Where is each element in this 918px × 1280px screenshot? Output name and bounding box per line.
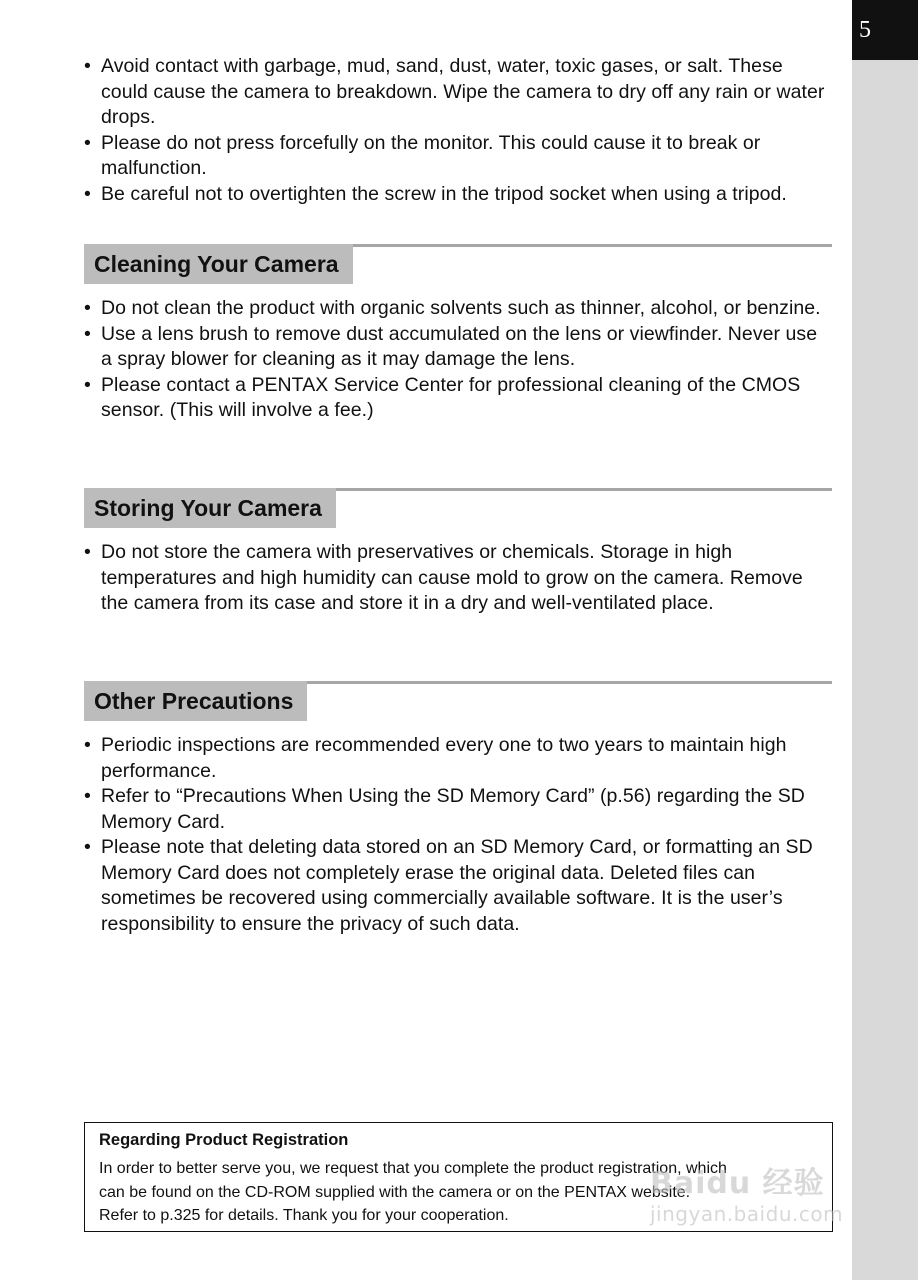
- section-title: Storing Your Camera: [84, 488, 336, 528]
- list-item: • Please do not press forcefully on the monitor. This could cause it to break or malfunction.: [84, 131, 832, 182]
- notice-title: Regarding Product Registration: [99, 1131, 349, 1149]
- section-title: Other Precautions: [84, 681, 307, 721]
- storing-bullet-list: [84, 540, 832, 617]
- section-other-precautions: [84, 681, 832, 937]
- page-number: 5: [852, 0, 918, 60]
- section-header: [84, 488, 832, 528]
- list-item: • Periodic inspections are recommended every one to two years to maintain high performance.: [84, 733, 832, 784]
- section-header: [84, 681, 832, 721]
- list-item: • Avoid contact with garbage, mud, sand, dust, water, toxic gases, or salt. These could cause the camera to breakdown. Wipe the camera to dry off any rain or water drops.: [84, 54, 832, 131]
- list-item: • Be careful not to overtighten the screw in the tripod socket when using a tripod.: [84, 182, 832, 208]
- list-item: • Please contact a PENTAX Service Center for professional cleaning of the CMOS sensor. (This will involve a fee.): [84, 373, 832, 424]
- page-sidebar: [852, 0, 918, 1280]
- list-item: • Use a lens brush to remove dust accumulated on the lens or viewfinder. Never use a spray blower for cleaning as it may damage the lens.: [84, 322, 832, 373]
- section-title: Cleaning Your Camera: [84, 244, 353, 284]
- section-header: [84, 244, 832, 284]
- intro-bullet-list: [84, 54, 832, 207]
- notice-line: In order to better serve you, we request that you complete the product registration, which: [99, 1160, 727, 1177]
- cleaning-bullet-list: [84, 296, 832, 424]
- section-storing: [84, 488, 832, 617]
- list-item: • Please note that deleting data stored on an SD Memory Card, or formatting an SD Memory Card does not completely erase the original data. Deleted files can sometimes be recovered using commercially available software. It is the user’s responsibility to ensure the privacy of such data.: [84, 835, 832, 937]
- list-item: • Do not clean the product with organic solvents such as thinner, alcohol, or benzine.: [84, 296, 832, 322]
- notice-line: can be found on the CD-ROM supplied with the camera or on the PENTAX website.: [99, 1183, 691, 1201]
- section-cleaning: [84, 244, 832, 424]
- intro-section: [84, 54, 832, 207]
- watermark-main: Baidu 经验: [650, 1166, 825, 1201]
- list-item: • Refer to “Precautions When Using the SD Memory Card” (p.56) regarding the SD Memory Card.: [84, 784, 832, 835]
- watermark: [650, 1158, 843, 1226]
- notice-line: Refer to p.325 for details. Thank you for your cooperation.: [99, 1207, 509, 1224]
- other-bullet-list: [84, 733, 832, 937]
- list-item: • Do not store the camera with preservatives or chemicals. Storage in high temperatures and high humidity can cause mold to grow on the camera. Remove the camera from its case and store it in a dry and well-ventilated place.: [84, 540, 832, 617]
- watermark-url: jingyan.baidu.com: [650, 1202, 844, 1226]
